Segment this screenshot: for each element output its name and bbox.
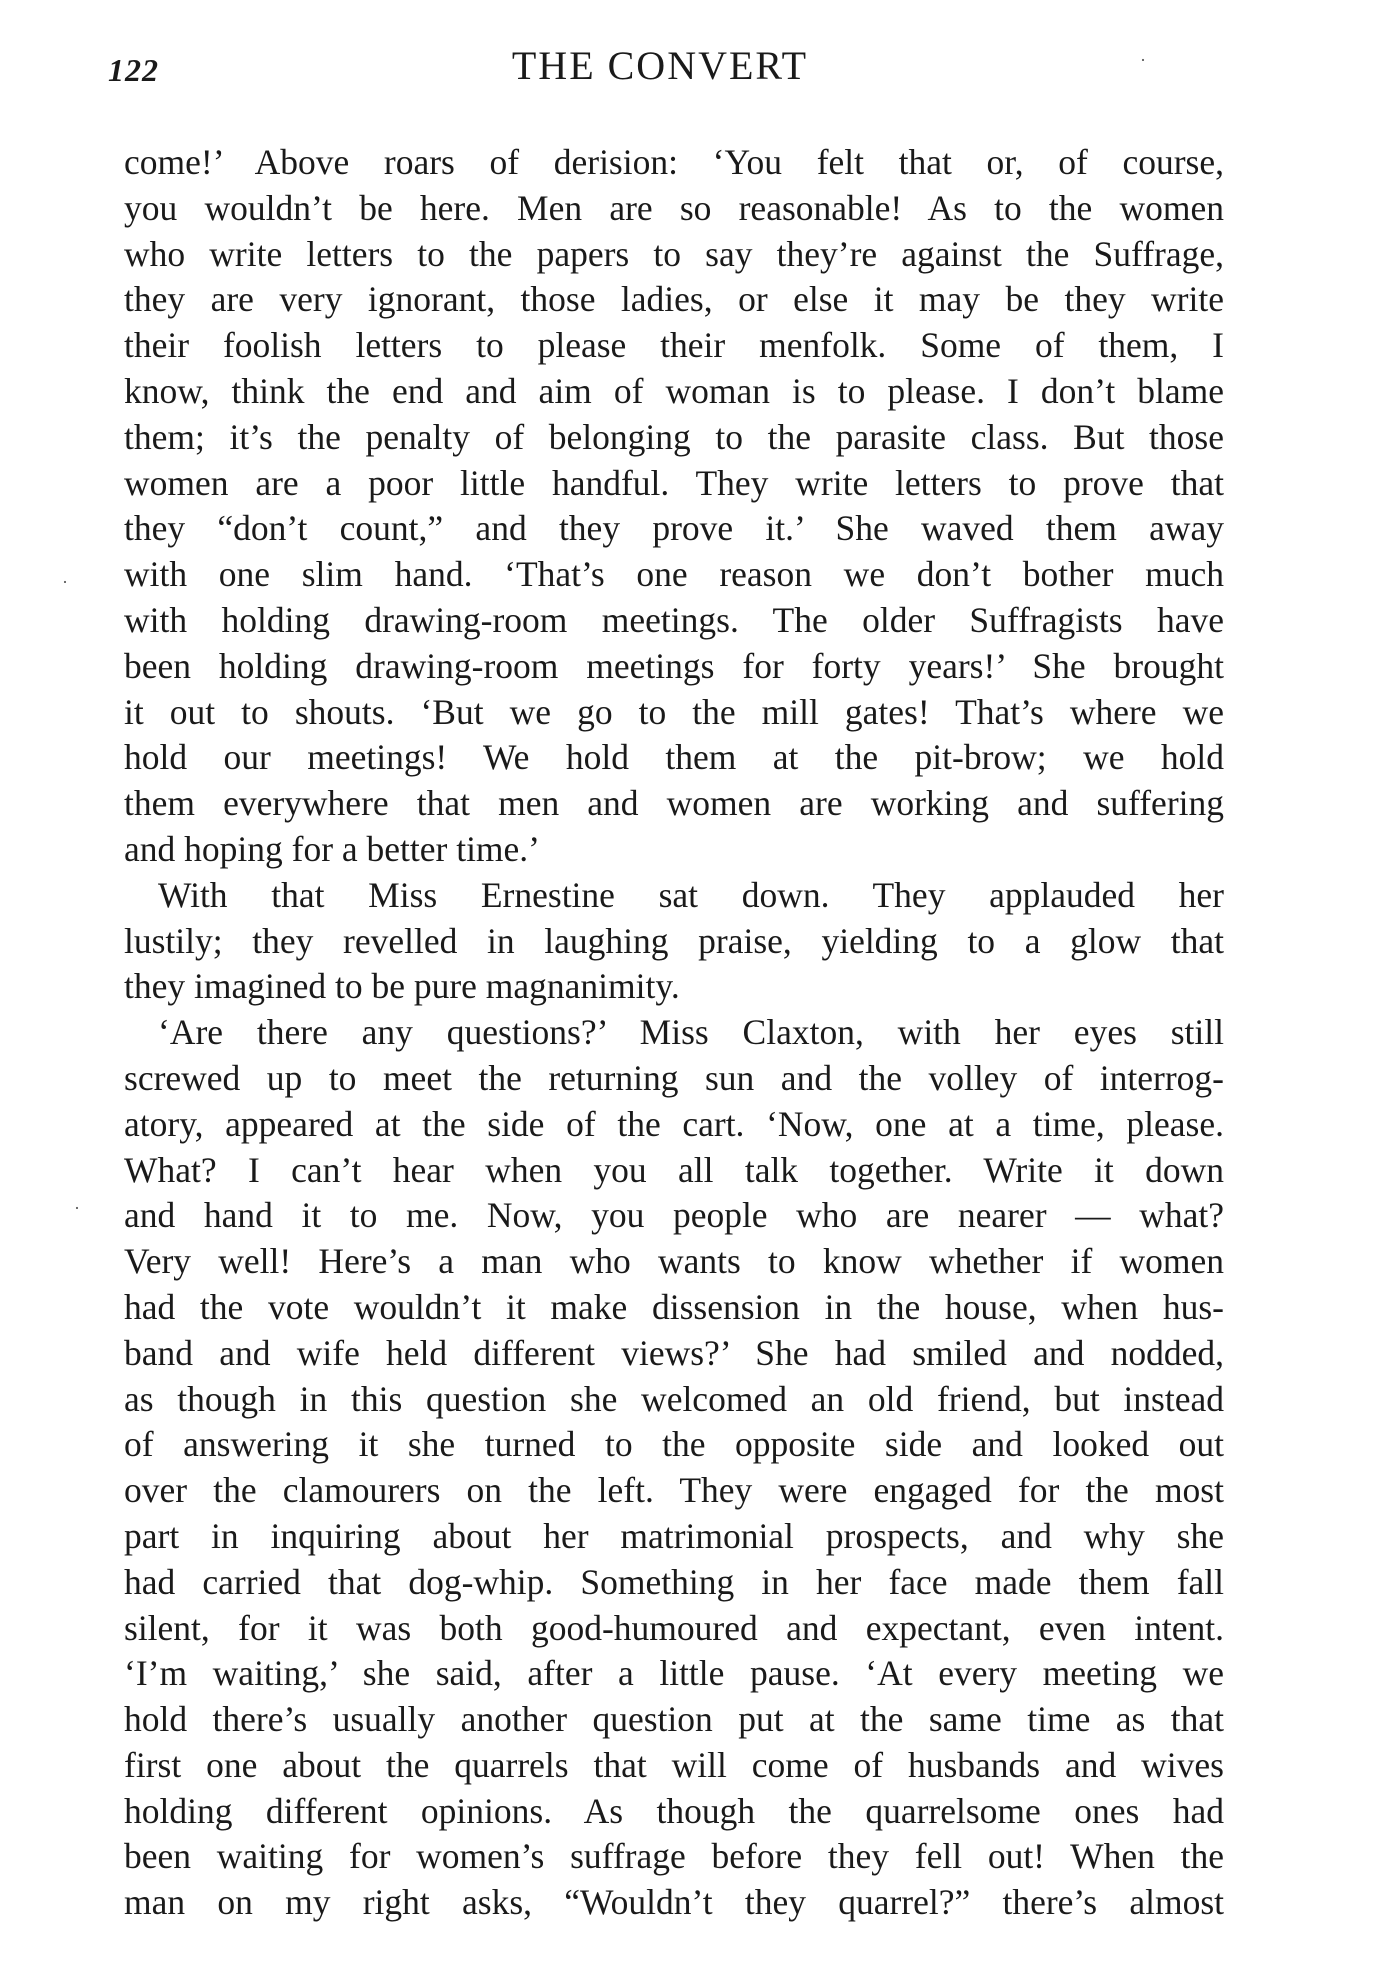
text-line: they “don’t count,” and they prove it.’ She waved them away (124, 508, 1224, 549)
text-line: their foolish letters to please their menfolk. Some of them, I (124, 325, 1224, 366)
text-line: lustily; they revelled in laughing praise, yielding to a glow that (124, 920, 1224, 961)
text-line: over the clamourers on the left. They were engaged for the most (124, 1470, 1224, 1511)
text-line: had the vote wouldn’t it make dissension in the house, when hus- (124, 1286, 1224, 1327)
text-line: as though in this question she welcomed an old friend, but instead (124, 1378, 1224, 1419)
text-line: and hoping for a better time.’ (124, 828, 540, 869)
text-line: hold there’s usually another question put at the same time as that (124, 1699, 1224, 1740)
text-line: Very well! Here’s a man who wants to know whether if women (124, 1241, 1224, 1282)
text-line: atory, appeared at the side of the cart. ‘Now, one at a time, please. (124, 1103, 1224, 1144)
text-line: hold our meetings! We hold them at the pit-brow; we hold (124, 737, 1224, 778)
scan-speck: · (1140, 50, 1146, 70)
text-line: with holding drawing-room meetings. The older Suffragists have (124, 599, 1224, 640)
text-line: they are very ignorant, those ladies, or else it may be they write (124, 279, 1224, 320)
text-line: been waiting for women’s suffrage before they fell out! When the (124, 1836, 1224, 1877)
text-line: know, think the end and aim of woman is to please. I don’t blame (124, 370, 1224, 411)
text-line: first one about the quarrels that will come of husbands and wives (124, 1744, 1224, 1785)
text-line: they imagined to be pure magnanimity. (124, 966, 680, 1007)
text-line: who write letters to the papers to say they’re against the Suffrage, (124, 233, 1224, 274)
text-line: part in inquiring about her matrimonial prospects, and why she (124, 1515, 1224, 1556)
running-title: THE CONVERT (511, 43, 809, 88)
text-line: silent, for it was both good-humoured and expectant, even intent. (124, 1607, 1224, 1648)
text-line: ‘I’m waiting,’ she said, after a little pause. ‘At every meeting we (124, 1653, 1224, 1694)
scan-speck: · (62, 572, 68, 592)
scan-speck: · (74, 1198, 80, 1218)
text-line: had carried that dog-whip. Something in her face made them fall (124, 1561, 1224, 1602)
text-line: been holding drawing-room meetings for forty years!’ She brought (124, 645, 1224, 686)
text-line: come!’ Above roars of derision: ‘You felt that or, of course, (124, 142, 1224, 182)
text-line: ‘Are there any questions?’ Miss Claxton, with her eyes still (158, 1012, 1224, 1053)
text-line: With that Miss Ernestine sat down. They applauded her (158, 874, 1224, 915)
text-line: women are a poor little handful. They write letters to prove that (124, 462, 1224, 503)
text-line: of answering it she turned to the opposite side and looked out (124, 1424, 1224, 1465)
text-line: band and wife held different views?’ She had smiled and nodded, (124, 1332, 1224, 1373)
text-line: holding different opinions. As though the quarrelsome ones had (124, 1790, 1224, 1831)
text-line: with one slim hand. ‘That’s one reason we don’t bother much (124, 554, 1224, 595)
text-line: them everywhere that men and women are working and suffering (124, 783, 1224, 824)
text-line: What? I can’t hear when you all talk together. Write it down (124, 1149, 1224, 1190)
page-header (100, 38, 1220, 98)
text-line: you wouldn’t be here. Men are so reasonable! As to the women (124, 187, 1224, 228)
text-line: it out to shouts. ‘But we go to the mill gates! That’s where we (124, 691, 1224, 732)
text-line: and hand it to me. Now, you people who are nearer — what? (124, 1195, 1224, 1236)
text-line: man on my right asks, “Wouldn’t they quarrel?” there’s almost (124, 1882, 1224, 1923)
page-number: 122 (108, 52, 159, 88)
text-line: them; it’s the penalty of belonging to the parasite class. But those (124, 416, 1224, 457)
text-line: screwed up to meet the returning sun and the volley of interrog- (124, 1057, 1224, 1098)
body-text (124, 140, 1224, 1926)
